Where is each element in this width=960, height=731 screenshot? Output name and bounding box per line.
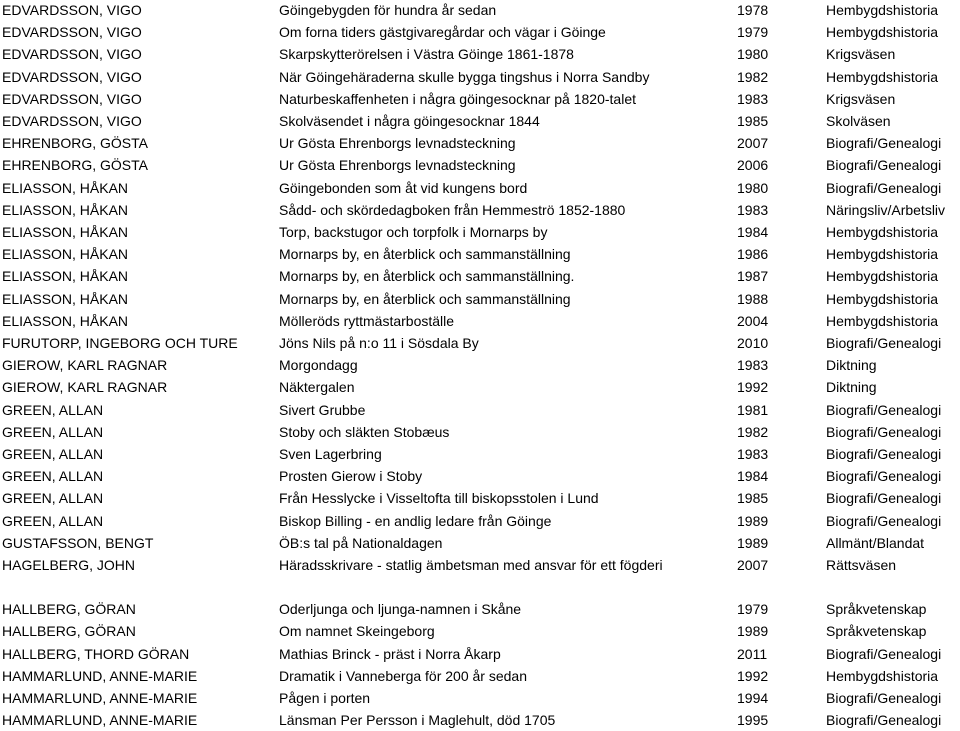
- author-cell: HAGELBERG, JOHN: [2, 557, 136, 573]
- title-cell: Stoby och släkten Stobæus: [279, 423, 450, 440]
- category-cell: Biografi/Genealogi: [826, 490, 942, 507]
- category-cell: Biografi/Genealogi: [826, 135, 942, 152]
- title-cell: Prosten Gierow i Stoby: [279, 468, 423, 485]
- category-cell: Hembygdshistoria: [826, 246, 939, 263]
- table-row: [0, 643, 960, 665]
- year-cell: 1989: [737, 512, 769, 529]
- author-cell: GREEN, ALLAN: [2, 423, 104, 440]
- title-cell: Göingebygden för hundra år sedan: [279, 2, 497, 18]
- title-cell: Oderljunga och ljunga-namnen i Skåne: [279, 601, 522, 618]
- author-cell: HAMMARLUND, ANNE-MARIE: [2, 712, 198, 729]
- table-row: [0, 421, 960, 443]
- author-cell: ELIASSON, HÅKAN: [2, 246, 129, 263]
- author-cell: ELIASSON, HÅKAN: [2, 290, 129, 307]
- title-cell: Näktergalen: [279, 379, 355, 396]
- title-cell: Jöns Nils på n:o 11 i Sösdala By: [279, 335, 479, 351]
- author-cell: EDVARDSSON, VIGO: [2, 2, 142, 18]
- table-row: [0, 288, 960, 310]
- author-cell: GIEROW, KARL RAGNAR: [2, 379, 168, 396]
- title-cell: Om forna tiders gästgivaregårdar och vägar i Göinge: [279, 24, 606, 41]
- category-cell: Biografi/Genealogi: [826, 401, 942, 418]
- category-cell: Skolväsen: [826, 113, 891, 129]
- table-row: [0, 265, 960, 287]
- table-row: [0, 43, 960, 65]
- year-cell: 1981: [737, 401, 769, 418]
- table-row: [0, 88, 960, 110]
- title-cell: Skolväsendet i några göingesocknar 1844: [279, 113, 540, 129]
- year-cell: 1985: [737, 490, 769, 507]
- category-cell: Krigsväsen: [826, 90, 896, 107]
- title-cell: Om namnet Skeingeborg: [279, 623, 435, 640]
- author-cell: HAMMARLUND, ANNE-MARIE: [2, 667, 198, 684]
- title-cell: Mornarps by, en återblick och sammanställning: [279, 246, 571, 263]
- author-cell: ELIASSON, HÅKAN: [2, 224, 129, 240]
- year-cell: 1983: [737, 90, 769, 107]
- author-cell: EDVARDSSON, VIGO: [2, 113, 142, 129]
- table-row: [0, 243, 960, 265]
- category-cell: Biografi/Genealogi: [826, 446, 942, 462]
- author-cell: ELIASSON, HÅKAN: [2, 312, 129, 329]
- category-cell: Språkvetenskap: [826, 623, 927, 640]
- year-cell: 1979: [737, 24, 769, 41]
- category-cell: Biografi/Genealogi: [826, 335, 942, 351]
- category-cell: Rättsväsen: [826, 557, 897, 573]
- year-cell: 1987: [737, 268, 769, 285]
- category-cell: Hembygdshistoria: [826, 667, 939, 684]
- title-cell: ÖB:s tal på Nationaldagen: [279, 534, 443, 551]
- category-cell: Biografi/Genealogi: [826, 468, 942, 485]
- category-cell: Biografi/Genealogi: [826, 712, 942, 729]
- category-cell: Hembygdshistoria: [826, 68, 939, 85]
- author-cell: EDVARDSSON, VIGO: [2, 68, 142, 85]
- title-cell: Mornarps by, en återblick och sammanställning: [279, 290, 571, 307]
- table-row: [0, 487, 960, 509]
- year-cell: 1982: [737, 68, 769, 85]
- title-cell: Göingebonden som åt vid kungens bord: [279, 179, 528, 196]
- table-row: [0, 354, 960, 376]
- year-cell: 1984: [737, 468, 769, 485]
- category-cell: Biografi/Genealogi: [826, 179, 942, 196]
- table-row: [0, 154, 960, 176]
- title-cell: Sven Lagerbring: [279, 446, 382, 462]
- author-cell: ELIASSON, HÅKAN: [2, 268, 129, 285]
- title-cell: Häradsskrivare - statlig ämbetsman med ansvar för ett fögderi: [279, 557, 663, 573]
- table-row: [0, 709, 960, 731]
- category-cell: Allmänt/Blandat: [826, 534, 925, 551]
- category-cell: Hembygdshistoria: [826, 290, 939, 307]
- category-cell: Biografi/Genealogi: [826, 690, 942, 706]
- category-cell: Diktning: [826, 379, 877, 396]
- title-cell: Morgondagg: [279, 357, 358, 374]
- year-cell: 2011: [737, 645, 768, 662]
- title-cell: Sådd- och skördedagboken från Hemmeströ 1852-1880: [279, 201, 626, 218]
- author-cell: GREEN, ALLAN: [2, 401, 104, 418]
- year-cell: 1979: [737, 601, 769, 618]
- title-cell: Sivert Grubbe: [279, 401, 366, 418]
- table-row: [0, 687, 960, 709]
- category-cell: Biografi/Genealogi: [826, 157, 942, 174]
- year-cell: 1985: [737, 113, 769, 129]
- year-cell: 1989: [737, 534, 769, 551]
- year-cell: 1983: [737, 446, 769, 462]
- year-cell: 1988: [737, 290, 769, 307]
- title-cell: Biskop Billing - en andlig ledare från Göinge: [279, 512, 552, 529]
- year-cell: 2010: [737, 335, 769, 351]
- category-cell: Hembygdshistoria: [826, 24, 939, 41]
- author-cell: GREEN, ALLAN: [2, 468, 104, 485]
- author-cell: GREEN, ALLAN: [2, 490, 104, 507]
- category-cell: Hembygdshistoria: [826, 268, 939, 285]
- author-cell: EDVARDSSON, VIGO: [2, 90, 142, 107]
- year-cell: 1984: [737, 224, 769, 240]
- year-cell: 2004: [737, 312, 769, 329]
- author-cell: HALLBERG, GÖRAN: [2, 623, 136, 640]
- author-cell: GREEN, ALLAN: [2, 446, 104, 462]
- year-cell: 1980: [737, 46, 769, 63]
- table-row: [0, 332, 960, 354]
- table-row: [0, 532, 960, 554]
- table-row: [0, 399, 960, 421]
- table-row: [0, 598, 960, 620]
- year-cell: 1992: [737, 379, 769, 396]
- year-cell: 1983: [737, 201, 769, 218]
- author-cell: HALLBERG, GÖRAN: [2, 601, 136, 618]
- table-row: [0, 0, 960, 21]
- author-cell: GREEN, ALLAN: [2, 512, 104, 529]
- table-row: [0, 221, 960, 243]
- year-cell: 2007: [737, 135, 769, 152]
- title-cell: Från Hesslycke i Visseltofta till biskopsstolen i Lund: [279, 490, 599, 507]
- author-cell: EDVARDSSON, VIGO: [2, 46, 142, 63]
- title-cell: Dramatik i Vanneberga för 200 år sedan: [279, 667, 527, 684]
- title-cell: Länsman Per Persson i Maglehult, död 1705: [279, 712, 556, 729]
- year-cell: 1989: [737, 623, 769, 640]
- table-row: [0, 110, 960, 132]
- author-cell: HALLBERG, THORD GÖRAN: [2, 645, 190, 662]
- author-cell: EDVARDSSON, VIGO: [2, 24, 142, 41]
- category-cell: Diktning: [826, 357, 877, 374]
- year-cell: 1978: [737, 2, 769, 18]
- year-cell: 1994: [737, 690, 769, 706]
- table-row: [0, 554, 960, 576]
- category-cell: Biografi/Genealogi: [826, 645, 942, 662]
- author-cell: EHRENBORG, GÖSTA: [2, 157, 148, 174]
- table-row: [0, 177, 960, 199]
- year-cell: 2007: [737, 557, 769, 573]
- category-cell: Språkvetenskap: [826, 601, 927, 618]
- category-cell: Biografi/Genealogi: [826, 512, 942, 529]
- table-row: [0, 66, 960, 88]
- title-cell: Naturbeskaffenheten i några göingesocknar på 1820-talet: [279, 90, 636, 107]
- title-cell: Ur Gösta Ehrenborgs levnadsteckning: [279, 157, 516, 174]
- category-cell: Hembygdshistoria: [826, 312, 939, 329]
- author-cell: GUSTAFSSON, BENGT: [2, 534, 154, 551]
- title-cell: Pågen i porten: [279, 690, 371, 706]
- author-cell: FURUTORP, INGEBORG OCH TURE: [2, 335, 238, 351]
- title-cell: Mölleröds ryttmästarboställe: [279, 312, 455, 329]
- table-row: [0, 443, 960, 465]
- table-row: [0, 620, 960, 642]
- year-cell: 1986: [737, 246, 769, 263]
- year-cell: 1995: [737, 712, 769, 729]
- table-row: [0, 465, 960, 487]
- year-cell: 1980: [737, 179, 769, 196]
- author-cell: EHRENBORG, GÖSTA: [2, 135, 148, 152]
- category-cell: Näringsliv/Arbetsliv: [826, 201, 946, 218]
- year-cell: 1982: [737, 423, 769, 440]
- author-cell: HAMMARLUND, ANNE-MARIE: [2, 690, 198, 706]
- title-cell: Mathias Brinck - präst i Norra Åkarp: [279, 645, 501, 662]
- title-cell: När Göingehäraderna skulle bygga tingshus i Norra Sandby: [279, 68, 650, 85]
- category-cell: Biografi/Genealogi: [826, 423, 942, 440]
- title-cell: Skarpskytterörelsen i Västra Göinge 1861-1878: [279, 46, 574, 63]
- author-cell: ELIASSON, HÅKAN: [2, 179, 129, 196]
- title-cell: Ur Gösta Ehrenborgs levnadsteckning: [279, 135, 516, 152]
- category-cell: Hembygdshistoria: [826, 224, 939, 240]
- title-cell: Torp, backstugor och torpfolk i Mornarps by: [279, 224, 548, 240]
- year-cell: 2006: [737, 157, 769, 174]
- author-cell: ELIASSON, HÅKAN: [2, 201, 129, 218]
- category-cell: Krigsväsen: [826, 46, 896, 63]
- category-cell: Hembygdshistoria: [826, 2, 939, 18]
- title-cell: Mornarps by, en återblick och sammanställning.: [279, 268, 575, 285]
- table-row: [0, 510, 960, 532]
- table-row: [0, 310, 960, 332]
- table-row: [0, 376, 960, 398]
- author-cell: GIEROW, KARL RAGNAR: [2, 357, 168, 374]
- table-row: [0, 21, 960, 43]
- table-row: [0, 665, 960, 687]
- table-row: [0, 199, 960, 221]
- table-row: [0, 132, 960, 154]
- year-cell: 1992: [737, 667, 769, 684]
- year-cell: 1983: [737, 357, 769, 374]
